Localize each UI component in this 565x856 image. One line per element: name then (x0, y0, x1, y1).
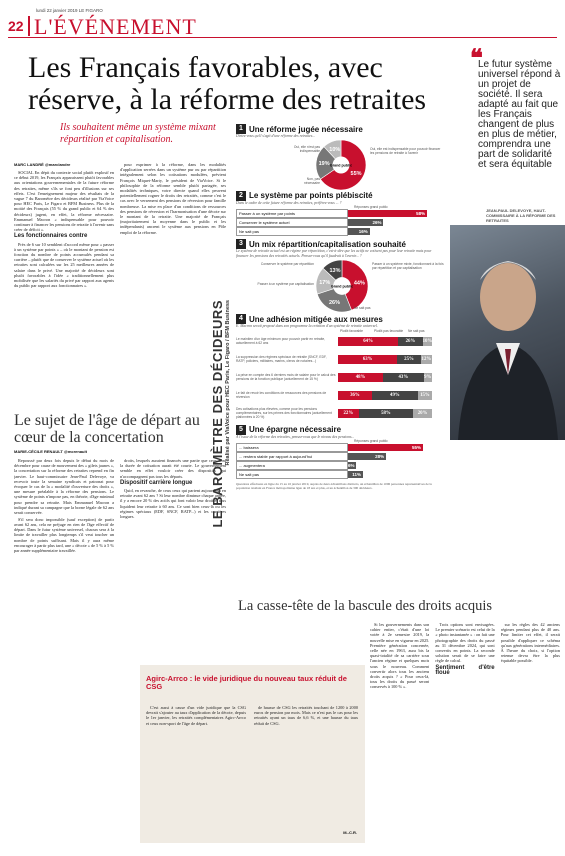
right-article-body (370, 622, 560, 847)
q4-segment-2: 26% (398, 337, 422, 346)
q4-col-favorable: Plutôt favorable (340, 328, 363, 333)
q5-bar: 11% (348, 471, 363, 478)
right-article-col3 (501, 622, 560, 847)
portrait-photo (450, 225, 565, 440)
q3-pie (316, 260, 368, 312)
q4-row (236, 405, 444, 422)
q5-heading (236, 425, 444, 435)
paragraph: Près de 6 sur 10 semblent d'accord même pour « passer à un système par points » – où le montant de pension est fonction du nombre de points accumulés pendant sa carrière – plutôt que de conserver le système actuel où les retraites sont calculées sur les 25 meilleures années de salaire dans le privé. Une majorité de décideurs sont plutôt favorables à l'idée « traditionnellement plus mobilisée que les salariés du privé par rapport aux agents du public par rapport aux fonctionnaires ». (14, 241, 114, 289)
right-article-col1 (370, 622, 429, 847)
q3-slice-label-4: Ne sait pas (354, 306, 371, 310)
paragraph: Si les gouvernements dans son cahier entier, c'était d'une loi votée à 2e semestre 2019, la nouvelle mise en vigueur en 2025. Première génération concernée, celle née en 1963, aura bis la quasi-totalité de sa carrière sous l'ancien régime et quelques mois sous le nouveau. Comment convertir alors tous les anciens droits acquis ? « Pour ceux-là, tous les droits du passé seront conservés à 100 % ». (370, 622, 430, 690)
q2-number: 2 (236, 191, 246, 201)
q4-segment-1: 36% (338, 391, 372, 400)
q2-row (236, 227, 444, 236)
paragraph: pour exprimer à la réforme, dans les modalités d'application serrées dans un système pur ou par répartition intégralement selon les cotisations modulées, prévient François Miquet-Marty, le président de ViaVoice. Si le philosophie de la réforme semble plutôt partagée, ses modalités techniques, votre directe quand elles peuvent potentiellement rogner le droits des retraités, comme c'est le cas avec le versement des pensions de réversion pour famille nombreuse. La mise en place d'un conditions de ressources des pensions de réversion et l'harmonisation d'une décote sur le montant de la retraite. Une majorité de Français (majoritairement la moyenne dans le public et les indépendants) ancrent le système aux pensions en Pôle emploi de la réforme. (120, 162, 226, 235)
paragraph: Repoussé par deux fois depuis le début du mois de décembre pour cause de mouvement des « gilets jaunes », la concertation sur la réforme des retraites reprend en fin janvier. Le haut-commissaire Jean-Paul Delevoye, va recevoir toute la semaine syndicats et patronat pour évoquer le cas de la « modalité d'ouverture des droits », une mesure préalable à la réforme des pensions. Le système de points n'impose pas, en théorie, d'âge minimal pour prendre sa retraite. Mais Emmanuel Macron a indiqué durant sa campagne que la borne légale de 62 ans serait conservée. (14, 458, 114, 516)
byline: MARC LANDRÉ @marclandre (14, 162, 71, 167)
quote-text: Le futur système universel répond à un projet de société. Il sera adapté au fait que les Français changent de plus en plus de métier, comprendra une part de solidarité et sera équitable (478, 59, 561, 170)
q5-bar: 6% (348, 463, 355, 468)
q1-pie (316, 140, 366, 190)
barometre-credit: Réalisé par ViaVoice pour HEC Paris, Le Figaro / BFM Business (225, 300, 231, 466)
q5-bar-rows (236, 443, 444, 479)
q5-row (236, 461, 444, 470)
barometre-title: LE BAROMÈTRE DES DÉCIDEURS (210, 300, 225, 528)
q5-row-label: ... baissera (236, 443, 348, 452)
subhead-fonctionnaires: Les fonctionnaires contre (14, 233, 88, 240)
q3-center-label: Grand public (330, 284, 354, 289)
paragraph: Trois options sont envisagées. Le premier scénario est celui de la « photo instantanée » : on fait une photographie des droits du passé au 31 décembre 2024, qui sont convertis en points. La seconde solution serait de se faire une règle de calcul. (435, 622, 495, 664)
q4-row-label: Le maintien d'un âge minimum pour pouvoir partir en retraite, actuellement à 62 ans (236, 337, 326, 345)
sidebar-title: Agirc-Arrco : le vide juridique du nouveau taux réduit de CSG (146, 674, 347, 691)
q4-row (236, 333, 444, 350)
q4-question: E. Macron serait proposé dans son programme la création d'un système de retraite universel. (236, 324, 378, 328)
q1-slice-value-1: 55% (350, 170, 362, 177)
q2-bar: 58% (348, 210, 427, 217)
page-number: 22 (8, 18, 24, 34)
q4-stacked-rows (236, 333, 444, 422)
right-article-headline: La casse-tête de la bascule des droits acquis (238, 598, 493, 614)
sidebar-col2 (254, 705, 358, 825)
article-deck: Ils souhaitent même un système mixant répartition et capitalisation. (60, 122, 216, 145)
q4-segment-3: 10% (422, 338, 433, 344)
q5-row-label: Ne sait pas (236, 470, 348, 479)
q5-row (236, 443, 444, 452)
q2-question: Dans le cadre de cette future réforme des retraites, préférez-vous ... ? (236, 200, 342, 205)
q1-slice-value-2: 19% (318, 160, 330, 167)
q3-chart-area (236, 258, 444, 314)
q2-bar: 26% (348, 219, 383, 226)
q3-slice-label-1: Passer à un système mixte, fonctionnant à la fois par répartition et par capitalisation (372, 262, 444, 270)
q2-bar: 16% (348, 228, 370, 235)
page-header (8, 8, 557, 38)
barometre-banner (210, 300, 236, 600)
q2-column-header: Réponses grand public (354, 205, 388, 209)
subhead-carriere-longue: Dispositif carrière longue (120, 479, 193, 486)
q3-slice-value-2: 26% (328, 299, 340, 306)
issue-date: lundi 22 janvier 2019 LE FIGARO (36, 8, 103, 13)
q3-slice-label-3: Passer à un système par capitalisation (257, 282, 314, 286)
q4-heading (236, 314, 444, 324)
q1-slice-label-2: Oui, elle n'est pas indispensable (293, 144, 320, 153)
q4-segment-2: 25% (397, 355, 421, 364)
q4-row-label: La suppression des régimes spéciaux de retraite (SNCF, EDF, RATP, policiers, militaires, marins, clercs de notaires...) (236, 355, 327, 363)
q5-bar: 28% (348, 453, 386, 460)
barometre-panel (236, 124, 444, 564)
paragraph: de hausse de CSG les retraités touchant de 1200 à 2000 euros de pension par mois. Mais ce n'est pas le cas pour les retraités ayant un taux de 6,6 %, et une hausse du taux réduit de CSG. (254, 705, 358, 726)
q4-col-pas-favorable: Plutôt pas favorable (374, 328, 404, 333)
q4-segment-3: 9% (424, 374, 432, 380)
article-headline: Les Français favorables, avec réserve, à la réforme des retraites (28, 51, 427, 116)
q4-segment-1: 22% (338, 409, 359, 418)
q2-row-label: Conserver le système actuel (236, 218, 348, 227)
q4-segment-2: 58% (359, 409, 414, 418)
q2-row (236, 218, 444, 227)
q3-slice-value-1: 44% (353, 280, 365, 287)
q5-question: À l'issue de la réforme des retraites, pensez-vous que le niveau des pensions... (236, 434, 355, 439)
right-article-col2 (435, 622, 494, 847)
q5-number: 5 (236, 425, 246, 435)
q4-row-label: Des cotisations plus élevées, comme pour les pensions complémentaires, sur les primes des fonctionnaires (actuellement plafonnées à 20 %) (236, 407, 332, 419)
q1-question: Diriez-vous qu'il s'agit d'une réforme des retraites... (236, 134, 316, 138)
q1-heading (236, 124, 444, 134)
q3-question: Le système de retraite actuel est un régime par répartition, c'est-à-dire que les actifs ne cotisent pas pour leur retraite mais pour financer les pensions des retraités actuels. Pensez-vous qu'il faudrait à l'avenir... ? (236, 249, 432, 258)
q2-bar-rows (236, 209, 444, 236)
q4-row-label: La prise en compte des 6 derniers mois de salaire pour le calcul des pensions de la fonction publique (actuellement de 15 %) (236, 373, 336, 381)
q1-slice-label-3: Non, pas nécessaire (304, 176, 320, 185)
q5-column-header: Réponses grand public (354, 439, 388, 443)
sidebar-signature: M.-C.R. (343, 830, 357, 835)
q4-number: 4 (236, 314, 246, 324)
second-article-headline: Le sujet de l'âge de départ au cœur de la concertation (14, 412, 200, 446)
quote-mark-icon: ❝ (470, 46, 483, 72)
q3-slice-value-3: 17% (319, 280, 331, 287)
q4-segment-3: 12% (421, 356, 432, 362)
q4-segment-2: 49% (372, 391, 418, 400)
q5-row (236, 452, 444, 461)
main-article-col1 (14, 162, 114, 330)
q2-row (236, 209, 444, 218)
source-note: Questions effectuées en ligne du 15 au 16 janvier 2019, auprès de deux échantillons distincts, un échantillon de 1006 personnes représentatives de la population résidant en France métropolitaine âgée de 18 ans et plus, et un échantillon de 300 décideurs. (236, 482, 432, 490)
q1-slice-value-3: 10% (329, 146, 341, 153)
sidebar-col1 (146, 705, 246, 835)
q4-segment-3: 20% (413, 409, 432, 418)
portrait-silhouette-icon (450, 225, 565, 440)
q3-number: 3 (236, 239, 246, 249)
q3-heading (236, 239, 444, 249)
q4-row-label: Le fait de revoir les conditions de ressources des pensions de réversion (236, 391, 327, 399)
article-body-1 (14, 170, 114, 330)
q4-title: Une adhésion mitigée aux mesures (249, 314, 383, 324)
rubric-divider (28, 16, 30, 36)
paragraph: sur les règles des 42 anciens régimes pendant plus de 40 ans. Pour limiter cet effet, il serait possible d'appliquer ce schéma qu'aux générations intermédiaires. À l'heure du choix, si l'option retenue devra être la plus équitable possible. (500, 622, 560, 664)
q5-bar: 55% (348, 444, 423, 451)
paragraph: droits, lesquels auraient financés une partie que ceux dont la durée de cotisation aurait été courte. Le gouvernement semble en effet vouloir créer des dispositifs qui n'accompagnent pas tous les départs. (120, 458, 226, 479)
q2-row-label: Ne sait pas (236, 227, 348, 236)
q3-slice-label-2: Conserver le système par répartition (260, 262, 314, 266)
q1-title: Une réforme jugée nécessaire (249, 124, 363, 134)
q4-segment-1: 64% (338, 337, 398, 346)
q4-column-headers (340, 329, 444, 333)
q4-col-nsp: Ne sait pas (408, 328, 425, 333)
q1-chart-area (236, 139, 444, 191)
second-article-col1 (14, 458, 114, 848)
q5-row (236, 470, 444, 479)
q4-row (236, 387, 444, 404)
q3-title: Un mix répartition/capitalisation souhaité (249, 239, 406, 249)
q4-segment-3: 15% (418, 391, 432, 400)
q4-segment-1: 63% (338, 355, 397, 364)
quote-author: JEAN-PAUL DELEVOYE, HAUT-COMMISSAIRE À LA RÉFORME DES RETRAITES (486, 208, 556, 223)
q5-title: Une épargne nécessaire (249, 425, 342, 434)
second-article-byline: MARIE-CÉCILE RENAULT @mcrenault (14, 449, 87, 454)
paragraph: Quid, en revanche, de ceux ceux qui partent aujourd'hui en retraite avant 62 ans ? Si leur nombre diminue chaque année, il y a encore 20 % des actifs qui font valoir leur droit et tous liquident leur retraite à 60 ans. Ce sont bien ceux-là ou les régimes spéciaux (EDF, SNCF, RATP...) et les carrières longues. (120, 488, 226, 520)
q2-title: Le système par points plébiscité (249, 191, 373, 200)
paragraph: SOCIAL En dépit du contexte social plutôt explosif en ce début 2019, les Français apparaissent plutôt favorables aux orientations gouvernementales de la future réforme des retraites, même s'ils se font peu d'illusions sur ses effets. C'est l'enseignement majeur des résultats de la vague 7 du Baromètre des décideurs réalisé par ViaVoice pour HEC Paris, Le Figaro et BFM Business. Plus de la moitié des Français (55 % du grand public et 64 % des décideurs) jugent, en effet, la réforme nécessaire. Emmanuel Macron « indispensable pour pouvoir continuer à financer les pensions de retraite à l'avenir sans créer de déficit ». (14, 170, 114, 233)
q2-row-label: Passer à un système par points (236, 209, 348, 218)
q5-row-label: ... restera stable par rapport à aujourd'hui (236, 452, 348, 461)
q4-segment-1: 48% (338, 373, 383, 382)
q4-segment-2: 43% (383, 373, 423, 382)
q2-heading (236, 191, 444, 201)
q1-slice-label-1: Oui, elle est indispensable pour pouvoir financer les pensions de retraite à l'avenir (370, 146, 441, 155)
q4-row (236, 369, 444, 386)
q5-row-label: ... augmentera (236, 461, 348, 470)
q1-center-label: Grand public (329, 163, 353, 167)
paragraph: C'est aussi à cause d'un vide juridique que la CSG devrait s'ajouter au taux d'application de la décote, depuis le 1er janvier, les retraités complémentaires Agirc-Arrco et ceux non-sport de l'âge de départ. (146, 705, 246, 726)
rubric-title: L'ÉVÉNEMENT (34, 14, 197, 39)
q3-slice-value-4: 13% (329, 267, 341, 274)
q4-row (236, 351, 444, 368)
paragraph: S'il sera donc impossible (sauf exception) de partir avant 62 ans, cela ne préjuge en rien de l'âge effectif de départ. Dans le futur système universel, chacun sera à la limite de travailler plus longtemps s'il veut toucher un nombre de points suffisant. Mais il y aura même encourager à partir plus tard, une « décote » de 5 % à 5 % par année supplémentaire travaillée. (14, 516, 114, 553)
csg-sidebar (140, 665, 365, 843)
q1-number: 1 (236, 124, 246, 134)
right-article-subhead: Sentiment d'être floué (435, 664, 495, 676)
